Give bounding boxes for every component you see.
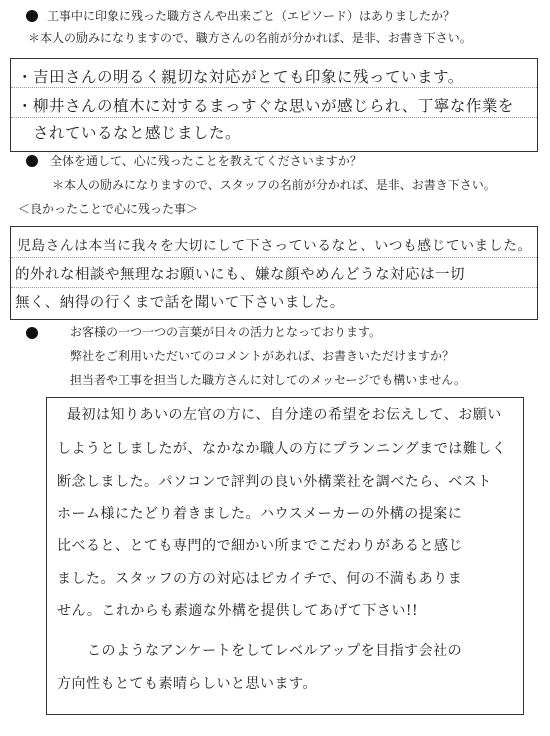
guide-line [11,87,537,88]
guide-line [11,117,537,118]
message-line-2: 弊社をご利用いただいてのコメントがあれば、お書きいただけますか？ [70,349,455,363]
sublabel-2: ＜良かったことで心に残った事＞ [18,202,199,216]
answer-3-line-7: せん。これからも素適な外構を提供してあげて下さい!! [57,603,419,619]
bullet-icon [26,327,38,339]
answer-3-line-3: 断念しました。パソコンで評判の良い外構業社を調べたら、ベスト [57,474,492,490]
answer-3-line-5: 比べると、とても専門的で細かい所までこだわりがあると感じ [57,538,463,554]
answer-3-line-9: 方向性もとても素晴らしいと思います。 [57,676,317,692]
note-2: ＊本人の励みになりますので、スタッフの名前が分かれば、是非、お書き下さい。 [52,178,496,192]
note-1: ＊本人の励みになりますので、職方さんの名前が分かれば、是非、お書き下さい。 [28,31,472,45]
answer-1-line-3: されているなと感じました。 [33,124,242,142]
question-1: 工事中に印象に残った職方さんや出来ごと（エピソード）はありましたか？ [47,9,456,23]
answer-3-line-1: 最初は知りあいの左官の方に、自分達の希望をお伝えして、お願い [67,407,502,423]
message-line-1: お客様の一つ一つの言葉が日々の活力となっております。 [70,325,382,339]
guide-line [11,257,537,258]
bullet-icon [26,10,38,22]
answer-3-line-6: ました。スタッフの方の対応はピカイチで、何の不満もありま [57,571,463,587]
answer-1-line-2: ・柳井さんの植木に対するまっすぐな思いが感じられ、丁寧な作業を [17,97,514,115]
message-line-3: 担当者や工事を担当した職方さんに対してのメッセージでも構いません。 [70,373,467,387]
bullet-icon [26,155,38,167]
answer-3-line-2: しようとしましたが、なかなか職人の方にプランニングまでは難しく [57,441,507,457]
question-2: 全体を通して、心に残ったことを教えてくださいますか？ [50,154,362,168]
answer-1-line-1: ・吉田さんの明るく親切な対応がとても印象に残っています。 [17,68,464,86]
answer-2-line-2: 的外れな相談や無理なお願いにも、嫌な顔やめんどうな対応は一切 [15,267,465,283]
answer-3-line-8: このようなアンケートをしてレベルアップを目指す会社の [87,643,463,659]
answer-2-line-3: 無く、納得の行くまで話を聞いて下さいました。 [15,295,345,311]
guide-line [11,287,537,288]
answer-3-line-4: ホーム様にたどり着きました。ハウスメーカーの外構の提案に [57,506,463,522]
answer-2-line-1: 児島さんは本当に我々を大切にして下さっているなと、いつも感じていました。 [17,238,532,254]
answer-box-1 [10,58,538,152]
answer-box-3 [46,397,524,715]
answer-box-2 [10,226,538,320]
